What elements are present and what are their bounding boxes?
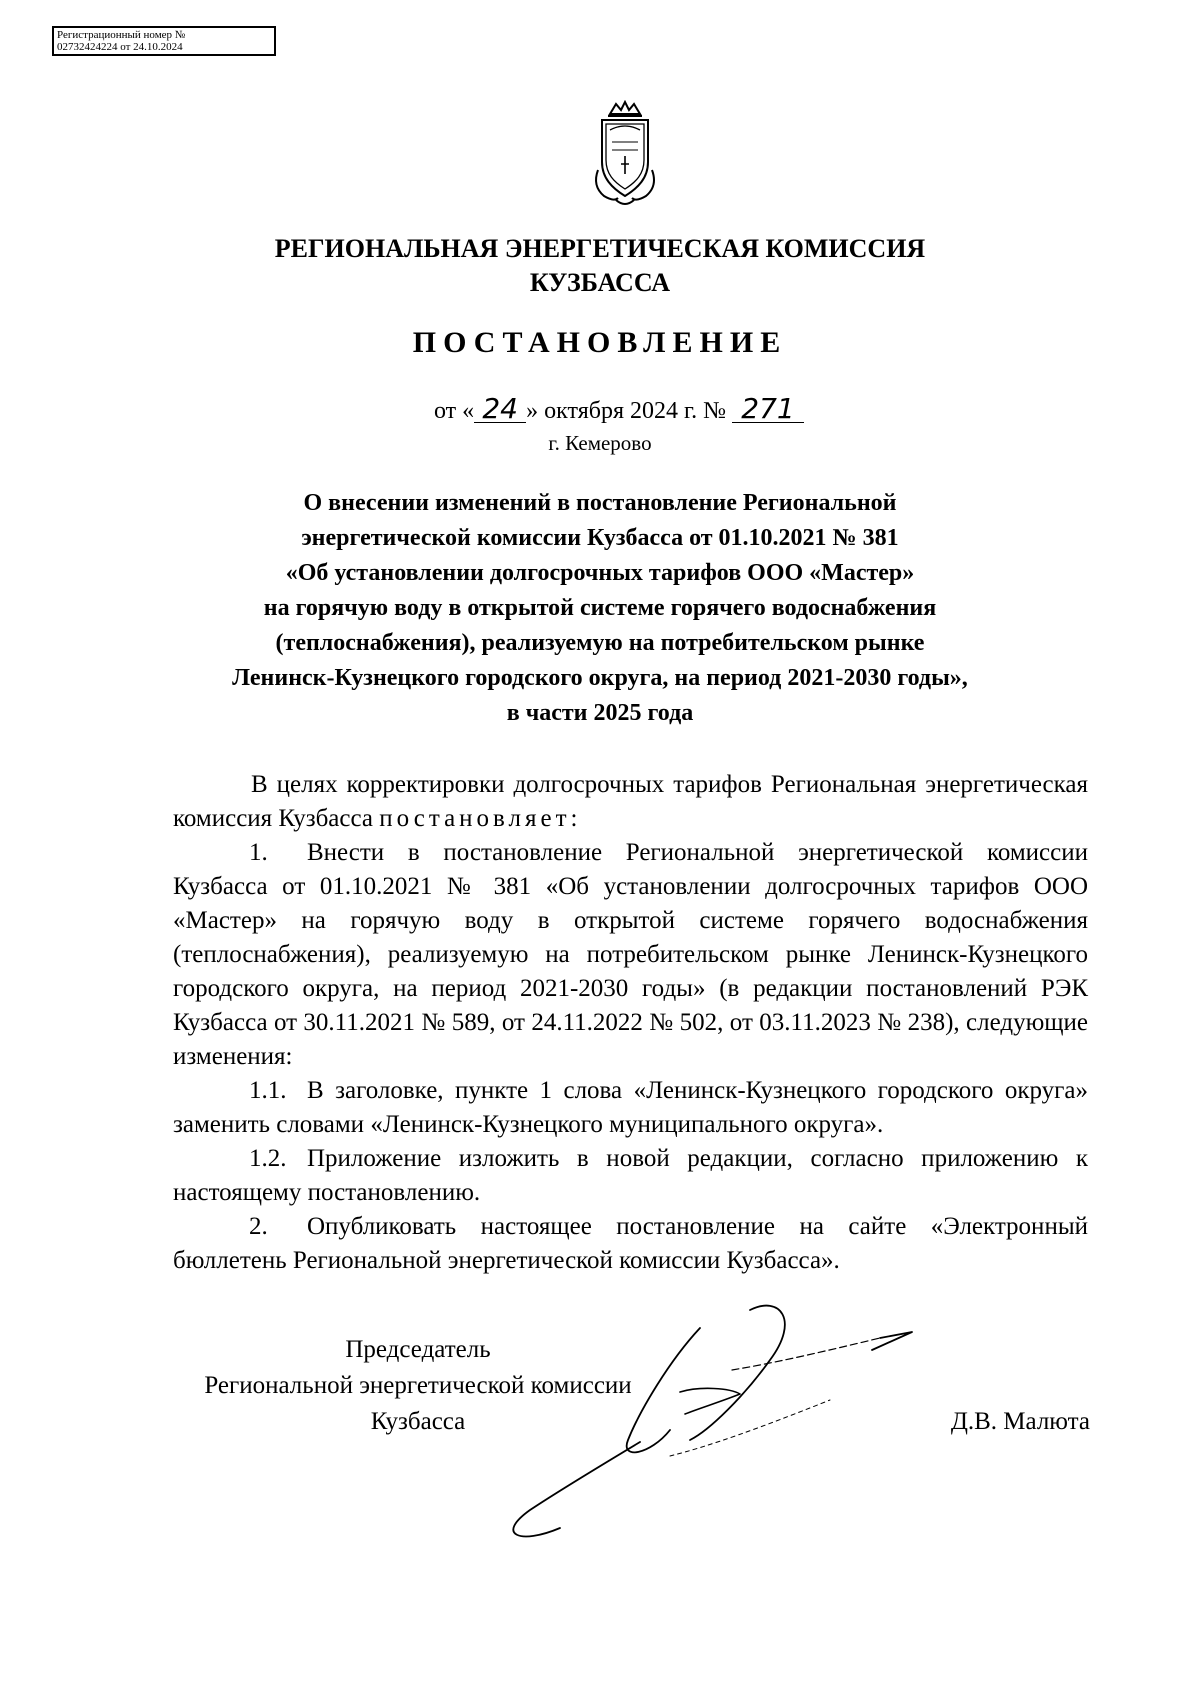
document-number-handwritten: 271: [732, 396, 804, 423]
intro-paragraph: [173, 768, 1088, 836]
paragraph-1-2: [173, 1142, 1088, 1210]
paragraph-text: Опубликовать настоящее постановление на сайте «Электронный бюллетень Региональной энергетической комиссии Кузбасса».: [173, 1213, 1088, 1274]
signatory-title-line3: Кузбасса: [370, 1408, 466, 1435]
organization-title-line1: РЕГИОНАЛЬНАЯ ЭНЕРГЕТИЧЕСКАЯ КОМИССИЯ: [274, 234, 926, 263]
paragraph-text: Внести в постановление Региональной энергетической комиссии Кузбасса от 01.10.2021 № 381 «Об установлении долгосрочных тарифов ООО «Мастер» на горячую воду в открытой системе горячего водоснабжения (теплоснабжения), реализуемую на потребительском рынке Ленинск-Кузнецкого городского округа, на период 2021-2030 годы» (в редакции постановлений РЭК Кузбасса от 30.11.2021 № 589, от 24.11.2022 № 502, от 03.11.2023 № 238), следующие изменения:: [173, 839, 1088, 1070]
paragraph-number: 1.2.: [249, 1145, 287, 1172]
subject-line: в части 2025 года: [506, 700, 694, 726]
organization-title: [0, 232, 1200, 300]
date-day-handwritten: 24: [474, 396, 526, 423]
paragraph-text: В заголовке, пункте 1 слова «Ленинск-Кузнецкого городского округа» заменить словами «Ленинск-Кузнецкого муниципального округа».: [173, 1077, 1088, 1138]
coat-of-arms-icon: [588, 100, 662, 210]
date-line: [434, 392, 804, 426]
paragraph-number: 2.: [249, 1213, 268, 1240]
subject-line: «Об установлении долгосрочных тарифов ООО «Мастер»: [285, 560, 915, 586]
subject-line: Ленинск-Кузнецкого городского округа, на период 2021-2030 годы»,: [232, 665, 968, 691]
subject-line: (теплоснабжения), реализуемую на потребительском рынке: [275, 630, 925, 656]
paragraph-number: 1.1.: [249, 1077, 287, 1104]
registration-label: Регистрационный номер №: [57, 29, 186, 41]
registration-number: 02732424224 от 24.10.2024: [57, 41, 183, 53]
subject-line: энергетической комиссии Кузбасса от 01.10.2021 № 381: [301, 525, 899, 551]
paragraph-1-1: [173, 1074, 1088, 1142]
registration-stamp: [52, 26, 276, 56]
signatory-title-line2: Региональной энергетической комиссии: [204, 1372, 632, 1399]
paragraph-text: Приложение изложить в новой редакции, согласно приложению к настоящему постановлению.: [173, 1145, 1088, 1206]
paragraph-2: [173, 1210, 1088, 1278]
city: г. Кемерово: [548, 431, 652, 455]
signatory-name: Д.В. Малюта: [950, 1408, 1090, 1435]
signatory-title-line1: Председатель: [345, 1336, 491, 1363]
date-month-year: » октября 2024 г. №: [526, 398, 727, 424]
handwritten-signature: [500, 1290, 970, 1540]
document-subject: [0, 486, 1200, 731]
organization-title-line2: КУЗБАССА: [529, 268, 671, 297]
subject-line: О внесении изменений в постановление Региональной: [303, 490, 897, 516]
subject-line: на горячую воду в открытой системе горячего водоснабжения: [263, 595, 937, 621]
date-prefix: от «: [434, 398, 475, 424]
paragraph-1: [173, 836, 1088, 1074]
intro-resolves: постановляет:: [379, 805, 582, 832]
document-type: ПОСТАНОВЛЕНИЕ: [412, 326, 788, 359]
document-body: [173, 768, 1088, 1278]
paragraph-number: 1.: [249, 839, 268, 866]
intro-text: В целях корректировки долгосрочных тарифов Региональная энергетическая комиссия Кузбасса: [173, 771, 1088, 832]
